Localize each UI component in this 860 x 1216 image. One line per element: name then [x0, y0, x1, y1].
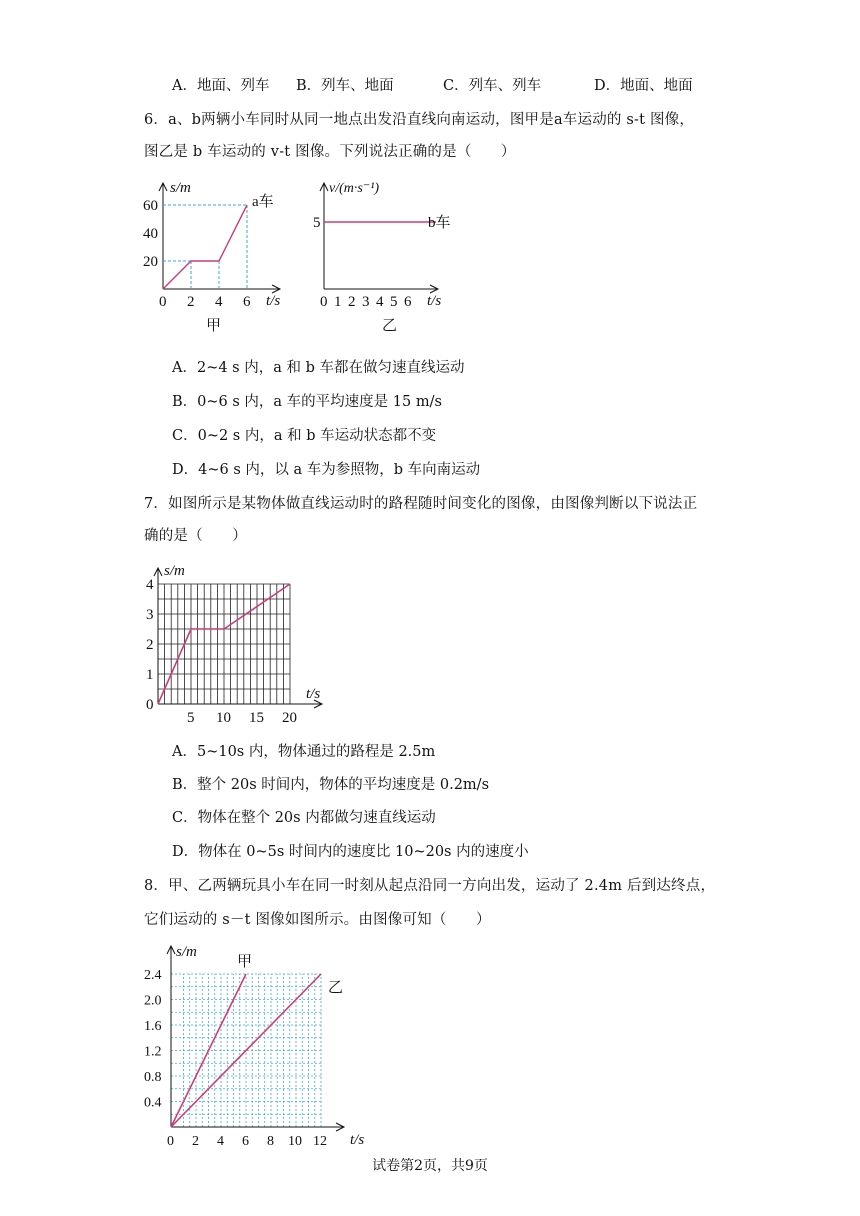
fig-b-series-label: b车 [428, 215, 451, 231]
fig-q7-x-label: t/s [306, 686, 321, 702]
fig-q7-y-label: s/m [164, 563, 185, 579]
q7-stem-line2: 确的是（ ） [144, 528, 247, 544]
fig-b-y-tick: 5 [313, 215, 321, 231]
fig-b-x-tick: 3 [362, 294, 370, 310]
fig-b-x-tick: 2 [348, 294, 356, 310]
fig-b-x-label: t/s [427, 293, 442, 309]
fig-q7-y-tick: 2 [146, 637, 154, 653]
fig-q8-x-tick: 0 [167, 1134, 174, 1149]
q7-option-c: C．物体在整个 20s 内都做匀速直线运动 [172, 810, 436, 826]
fig-b-x-tick: 0 [320, 294, 328, 310]
fig-q8-x-tick: 4 [217, 1134, 224, 1149]
fig-q8-y-tick: 0.4 [144, 1095, 162, 1111]
q6-stem-line1: 6．a、b两辆小车同时从同一地点出发沿直线向南运动，图甲是a车运动的 s-t 图像， [144, 112, 695, 128]
fig-q7-y-tick: 1 [146, 667, 154, 683]
fig-q8-y-tick: 2.4 [144, 968, 162, 983]
q7-stem-line1: 7．如图所示是某物体做直线运动时的路程随时间变化的图像，由图像判断以下说法正 [144, 496, 698, 512]
fig-q8-x-tick: 2 [192, 1134, 199, 1149]
fig-a-x-tick: 0 [159, 294, 167, 310]
fig-a-series-line [163, 205, 247, 289]
q7-option-a: A．5~10s 内，物体通过的路程是 2.5m [172, 744, 436, 760]
q6-option-d: D．4~6 s 内，以 a 车为参照物，b 车向南运动 [172, 462, 481, 478]
fig-q8-x-tick: 8 [267, 1134, 274, 1149]
q6-stem-line2: 图乙是 b 车运动的 v-t 图像。下列说法正确的是（ ） [144, 144, 516, 160]
fig-a-y-label: s/m [170, 180, 191, 196]
fig-q8-x-tick: 6 [242, 1134, 249, 1149]
fig-q7-y-tick: 3 [146, 607, 154, 623]
fig-q8-series-line [171, 974, 321, 1127]
fig-a-x-tick: 6 [243, 294, 251, 310]
q8-stem-line2: 它们运动的 s－t 图像如图所示。由图像可知（ ） [144, 912, 491, 928]
fig-b-x-tick: 5 [390, 294, 398, 310]
fig-q8-x-label: t/s [350, 1132, 365, 1148]
q8-stem-line1: 8．甲、乙两辆玩具小车在同一时刻从起点沿同一方向出发，运动了 2.4m 后到达终点， [144, 878, 716, 894]
fig-q7-x-tick: 10 [216, 710, 231, 726]
fig-q8-x-tick: 12 [313, 1134, 327, 1149]
fig-q7-y-tick: 0 [146, 697, 154, 713]
q5-option-c: C．列车、列车 [443, 78, 542, 94]
fig-q8-series-label-jia: 甲 [237, 954, 253, 970]
fig-q7-x-tick: 15 [249, 710, 264, 726]
q5-option-b: B．列车、地面 [296, 78, 394, 94]
fig-b-x-tick: 6 [404, 294, 412, 310]
q5-option-a: A．地面、列车 [172, 78, 270, 94]
q7-option-b: B．整个 20s 时间内，物体的平均速度是 0.2m/s [172, 777, 490, 793]
fig-q8-y-tick: 2.0 [144, 993, 162, 1009]
fig-b-caption: 乙 [382, 318, 398, 334]
q6-option-a: A．2~4 s 内，a 和 b 车都在做匀速直线运动 [172, 360, 465, 376]
fig-b-x-tick: 4 [376, 294, 384, 310]
fig-b-x-tick: 1 [334, 294, 342, 310]
q5-option-d: D．地面、地面 [594, 78, 693, 94]
fig-a-series-label: a车 [252, 194, 274, 210]
q6-option-c: C．0~2 s 内，a 和 b 车运动状态都不变 [172, 428, 437, 444]
fig-q8-y-tick: 0.8 [144, 1070, 162, 1085]
fig-q7-x-tick: 20 [282, 710, 297, 726]
fig-a-x-label: t/s [266, 293, 281, 309]
fig-q8-y-tick: 1.2 [144, 1044, 162, 1060]
fig-a-y-tick: 60 [143, 198, 158, 214]
fig-q8-y-label: s/m [176, 944, 197, 960]
page-footer: 试卷第2页，共9页 [372, 1158, 488, 1174]
fig-q8-series-line [171, 974, 246, 1127]
fig-a-caption: 甲 [206, 318, 222, 334]
fig-q8-y-tick: 1.6 [144, 1019, 162, 1034]
q7-option-d: D．物体在 0~5s 时间内的速度比 10~20s 内的速度小 [172, 844, 529, 860]
q6-option-b: B．0~6 s 内，a 车的平均速度是 15 m/s [172, 394, 442, 410]
fig-a-y-tick: 40 [143, 226, 158, 242]
fig-a-x-tick: 4 [215, 294, 223, 310]
fig-a-x-tick: 2 [187, 294, 195, 310]
fig-q8-series-label-yi: 乙 [328, 980, 344, 996]
fig-b-y-label: v/(m·s⁻¹) [329, 181, 380, 196]
fig-q8-x-tick: 10 [288, 1134, 302, 1149]
fig-q7-y-tick: 4 [146, 577, 154, 593]
fig-a-y-tick: 20 [143, 254, 158, 270]
fig-q7-x-tick: 5 [187, 710, 195, 726]
